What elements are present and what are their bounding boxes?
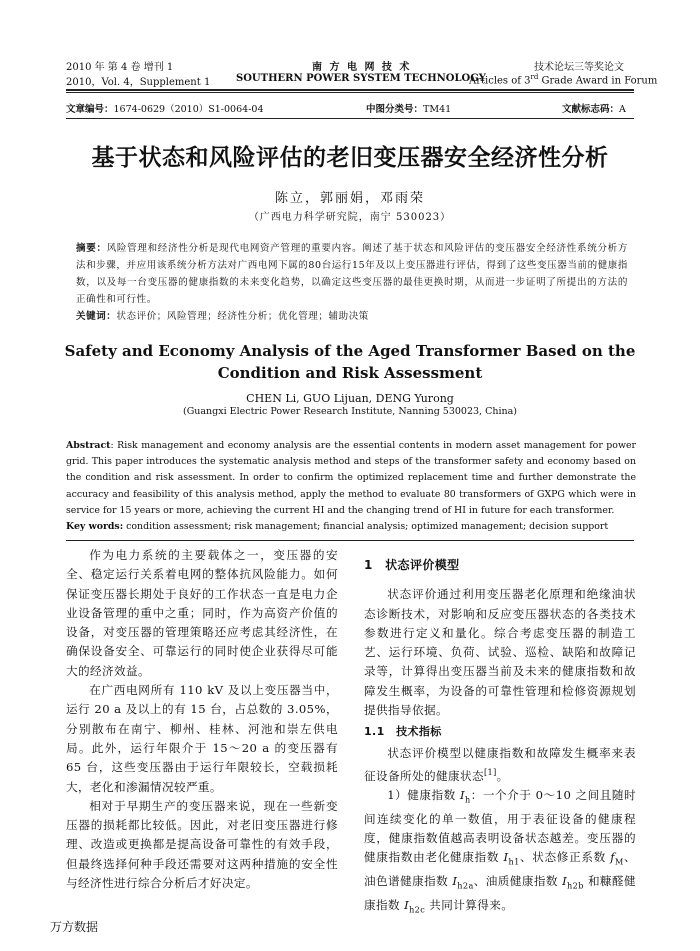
section1-paragraph: 状态评价通过利用变压器老化原理和绝缘油状态诊断技术，对影响和反应变压器状态的各类技术参数进行定义和量化。综合考虑变压器的制造工艺、运行环境、负荷、试验、巡检、缺陷和故障记录等，计算得出变压器当前及未来的健康指数和故障发生概率，为设备的可靠性管理和检修资源规划提供指导依据。 <box>364 587 636 718</box>
affiliation-en: (Guangxi Electric Power Research Institute, Nanning 530023, China) <box>182 406 518 417</box>
paper-title-zh: 基于状态和风险评估的老旧变压器安全经济性分析 <box>91 145 609 171</box>
authors-en: CHEN Li, GUO Lijuan, DENG Yurong <box>246 392 454 405</box>
keywords-zh: 关键词：状态评价；风险管理；经济性分析；优化管理；辅助决策 <box>76 311 369 322</box>
abstract-zh <box>76 240 628 308</box>
affiliation-zh: （广西电力科学研究院，南宁 530023） <box>248 212 452 223</box>
section1-1-paragraph-1: 状态评价模型以健康指数和故障发生概率来表征设备所处的健康状态[1]。 <box>364 745 636 783</box>
journal-issue-en: 2010，Vol. 4，Supplement 1 <box>66 77 211 88</box>
journal-issue: 2010 年 第 4 卷 增刊 1 <box>66 62 174 73</box>
section-heading-1: 1 状态评价模型 <box>364 558 460 572</box>
abstract-rule <box>66 540 634 541</box>
section-heading-1-1: 1.1 技术指标 <box>364 725 442 739</box>
paper-title-en: Safety and Economy Analysis of the Aged Transformer Based on the Condition and Risk Assessment <box>64 342 636 382</box>
watermark-footer: 万方数据 <box>50 920 99 934</box>
award-en: Articles of 3rd Grade Award in Forum <box>469 73 658 87</box>
abstract-zh-text: 风险管理和经济性分析是现代电网资产管理的重要内容。阐述了基于状态和风险评估的变压器安全经济性系统分析方法和步骤，并应用该系统分析方法对广西电网下属的80台运行15年及以上变压器进行评估，得到了这些变压器当前的健康指数，以及每一台变压器的健康指数的未来变化趋势，以确定这些变压器的最佳更换时期，从而进一步证明了所提出的方法的正确性和可行性。 <box>76 243 628 305</box>
journal-name-en: SOUTHERN POWER SYSTEM TECHNOLOGY <box>236 73 486 84</box>
clc-number: 中图分类号：TM41 <box>366 104 452 115</box>
abstract-zh-label: 摘要： <box>76 243 107 254</box>
journal-name-zh: 南 方 电 网 技 术 <box>312 62 412 73</box>
keywords-en: Key words: condition assessment; risk management; financial analysis; optimized management; decision support <box>66 521 609 532</box>
document-code: 文献标志码：A <box>562 104 626 115</box>
header-rule-bottom <box>66 92 634 93</box>
award-zh: 技术论坛三等奖论文 <box>534 62 624 73</box>
body-left-column <box>66 546 338 893</box>
intro-paragraph-1: 作为电力系统的主要载体之一，变压器的安全、稳定运行关系着电网的整体抗风险能力。如何保证变压器长期处于良好的工作状态一直是电力企业设备管理的重中之重；同时，作为高资产价值的设备，对变压器的管理策略还应考虑其经济性，在确保设备安全、可靠运行的同时使企业获得尽可能大的经济效益。 <box>66 548 338 678</box>
body-right-column <box>364 556 636 919</box>
intro-paragraph-3: 相对于早期生产的变压器来说，现在一些新变压器的损耗都比较低。因此，对老旧变压器进行修理、改造或更换都是提高设备可靠性的有效手段，但最终选择何种手段还需要对这两种措施的安全性与经济性进行综合分析后才好决定。 <box>66 798 338 891</box>
section1-1-paragraph-2: 1）健康指数 $I_h$：一个介于 0～10 之间且随时间连续变化的单一数值，用于表征设备的健康程度，健康指数值越高表明设备状态越差。变压器的健康指数由老化健康指数 $I_{h1}$、状态修正系数 $f_M$、油色谱健康指数 $I_{h2a}$、油质健康指数 $I_{h2b}$ 和糠醛健康指数 $I_{h2c}$ 共同计算得来。 <box>364 788 637 914</box>
abstract-en: Abstract: Risk management and economy analysis are the essential contents in modern asset management for power grid. This paper introduces the systematic analysis method and steps of the transformer safety and economy based on the condition and risk assessment. In order to confirm the optimized replacement time and further demonstrate the accuracy and feasibility of this analysis method, apply the method to evaluate 80 transformers of GXPG which were in service for 15 years or more, achieving the current HI and the changing trend of HI in future for each transformer. <box>66 440 636 516</box>
intro-paragraph-2: 在广西电网所有 110 kV 及以上变压器当中，运行 20 a 及以上的有 15 台，占总数的 3.05%，分别散布在南宁、柳州、桂林、河池和崇左供电局。此外，运行年限介于 15～20 a 的变压器有 65 台，这些变压器由于运行年限较长，空载损耗大，老化和渗漏情况较严重。 <box>66 683 338 794</box>
article-number: 文章编号：1674-0629（2010）S1-0064-04 <box>66 104 264 115</box>
authors-zh: 陈立，郭丽娟，邓雨荣 <box>274 191 425 206</box>
header-rule-top <box>66 89 634 91</box>
meta-rule <box>66 118 634 119</box>
